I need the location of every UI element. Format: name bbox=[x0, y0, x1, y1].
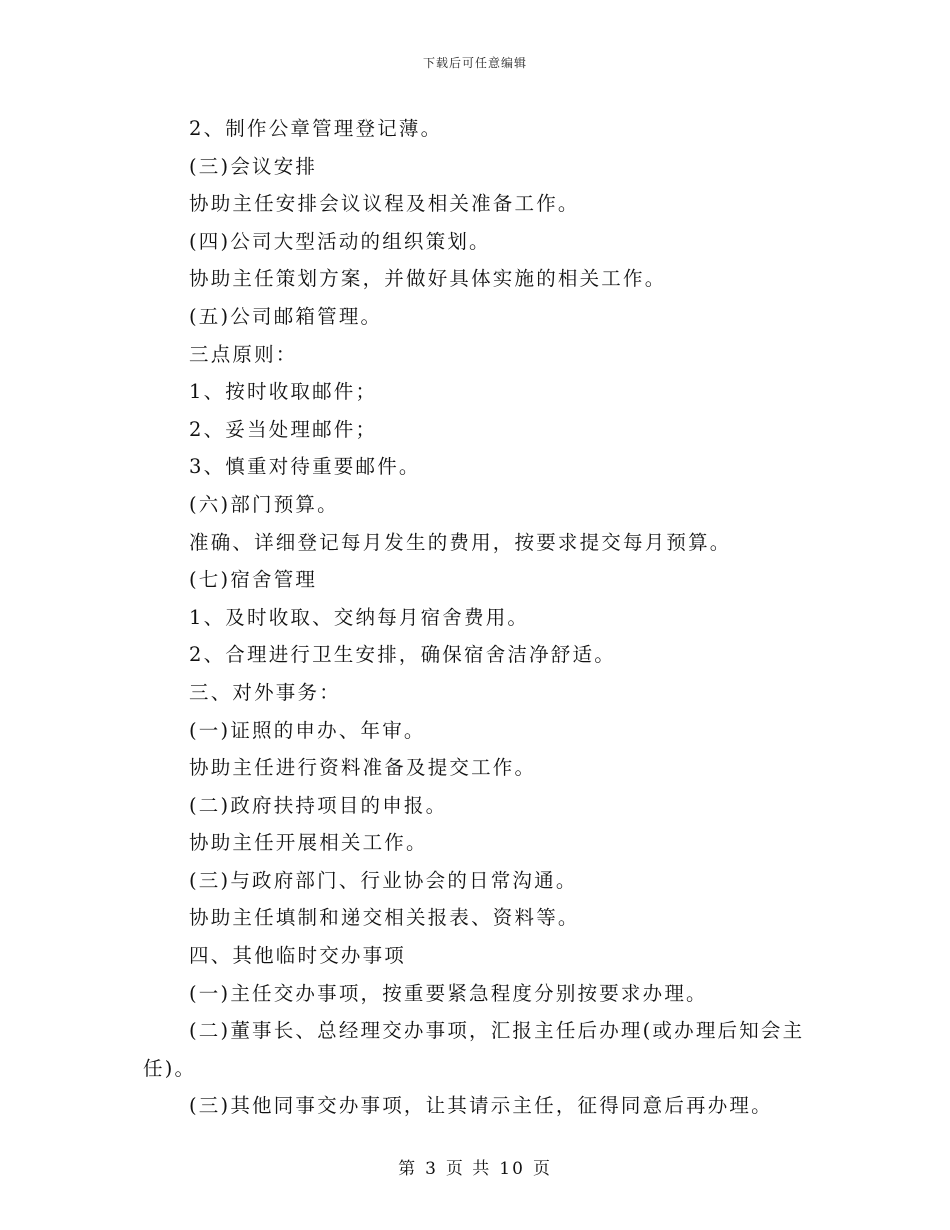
page-footer bbox=[0, 1154, 950, 1179]
text-line: 协助主任安排会议议程及相关准备工作。 bbox=[189, 192, 580, 216]
section-heading: (六)部门预算。 bbox=[189, 492, 339, 516]
document-body bbox=[143, 110, 813, 1125]
section-heading: (一)主任交办事项，按重要紧急程度分别按要求办理。 bbox=[189, 981, 708, 1005]
footer-prefix: 第 bbox=[398, 1159, 418, 1179]
section-heading: (七)宿舍管理 bbox=[189, 568, 318, 592]
text-line: 协助主任填制和递交相关报表、资料等。 bbox=[189, 906, 580, 930]
section-heading: (一)证照的申办、年审。 bbox=[189, 718, 426, 742]
list-item: 2、妥当处理邮件； bbox=[189, 417, 378, 441]
text-line: 协助主任进行资料准备及提交工作。 bbox=[189, 756, 537, 780]
chapter-heading: 三、对外事务： bbox=[189, 680, 341, 704]
list-item: 1、按时收取邮件； bbox=[189, 380, 378, 404]
footer-suffix: 页 bbox=[532, 1159, 552, 1179]
total-page-number: 10 bbox=[499, 1159, 525, 1179]
section-heading: (三)会议安排 bbox=[189, 154, 318, 178]
page-header-note: 下载后可任意编辑 bbox=[422, 56, 527, 70]
section-heading: (二)政府扶持项目的申报。 bbox=[189, 793, 448, 817]
text-line: 协助主任开展相关工作。 bbox=[189, 831, 428, 855]
footer-mid: 页 共 bbox=[445, 1159, 492, 1179]
section-heading: (四)公司大型活动的组织策划。 bbox=[189, 229, 491, 253]
list-item: 1、及时收取、交纳每月宿舍费用。 bbox=[189, 605, 530, 629]
text-line: 2、制作公章管理登记薄。 bbox=[189, 117, 443, 140]
current-page-number: 3 bbox=[425, 1159, 438, 1179]
list-item: 3、慎重对待重要邮件。 bbox=[189, 455, 421, 479]
wrapped-paragraph: (二)董事长、总经理交办事项，汇报主任后办理(或办理后知会主任)。 bbox=[143, 1019, 805, 1080]
text-line: 三点原则： bbox=[189, 342, 298, 366]
list-item: 2、合理进行卫生安排，确保宿舍洁净舒适。 bbox=[189, 643, 616, 667]
section-heading: (五)公司邮箱管理。 bbox=[189, 304, 383, 328]
section-heading: (三)与政府部门、行业协会的日常沟通。 bbox=[189, 868, 578, 892]
section-heading: (三)其他同事交办事项，让其请示主任，征得同意后再办理。 bbox=[189, 1094, 773, 1118]
text-line: 准确、详细登记每月发生的费用，按要求提交每月预算。 bbox=[189, 530, 732, 554]
text-line: 协助主任策划方案，并做好具体实施的相关工作。 bbox=[189, 267, 667, 291]
chapter-heading: 四、其他临时交办事项 bbox=[189, 944, 407, 968]
